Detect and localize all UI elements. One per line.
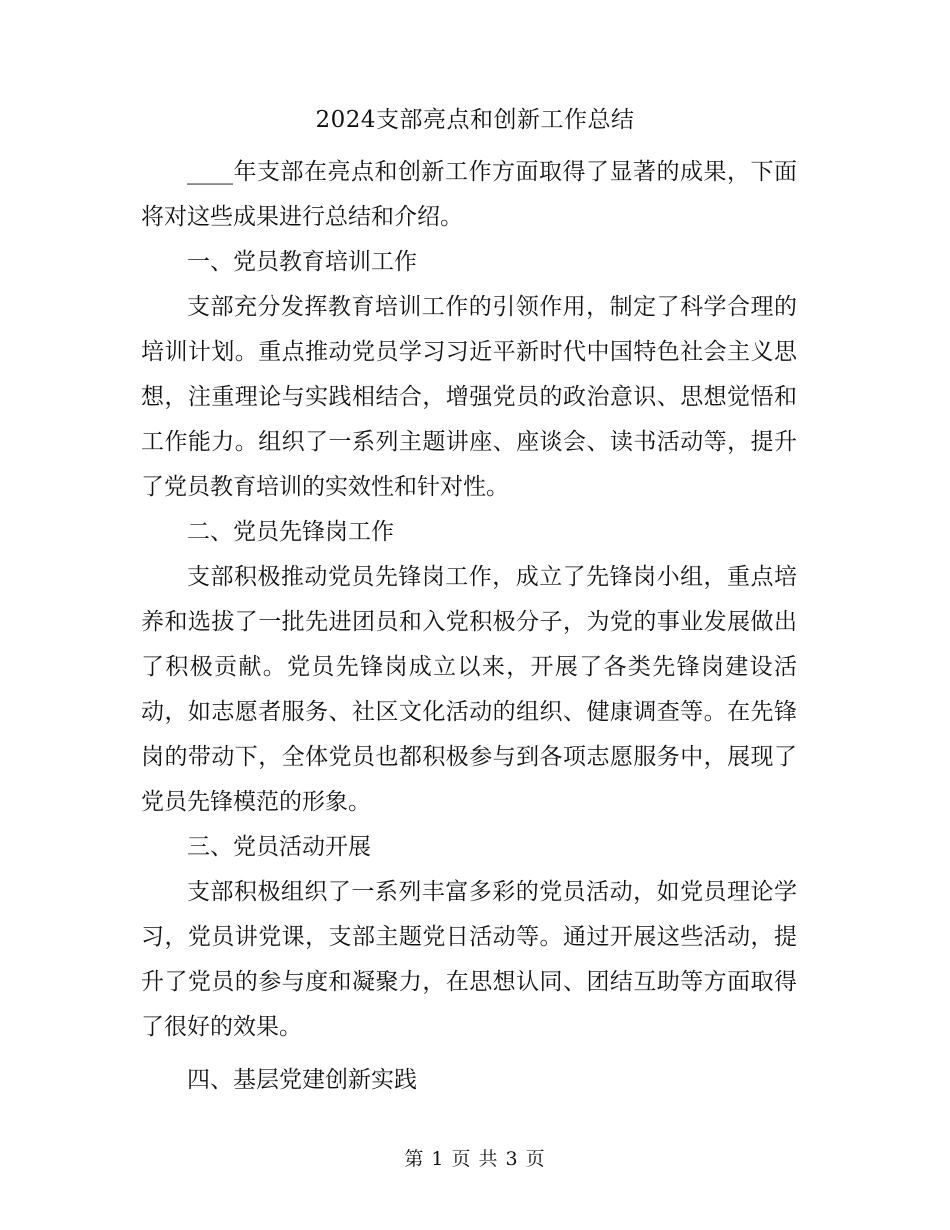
section-paragraph-2: 支部积极推动党员先锋岗工作，成立了先锋岗小组，重点培养和选拔了一批先进团员和入党积极分子，为党的事业发展做出了积极贡献。党员先锋岗成立以来，开展了各类先锋岗建设活动，如志愿者服务、社区文化活动的组织、健康调查等。在先锋岗的带动下，全体党员也都积极参与到各项志愿服务中，展现了党员先锋模范的形象。 bbox=[141, 564, 797, 815]
page-footer: 第 1 页 共 3 页 bbox=[404, 1148, 546, 1170]
document-title: 2024支部亮点和创新工作总结 bbox=[315, 107, 635, 133]
section-heading-1: 一、党员教育培训工作 bbox=[187, 249, 417, 275]
section-heading-2: 二、党员先锋岗工作 bbox=[187, 519, 394, 545]
section-heading-3: 三、党员活动开展 bbox=[187, 834, 371, 860]
document-body bbox=[141, 150, 797, 1103]
section-paragraph-3: 支部积极组织了一系列丰富多彩的党员活动，如党员理论学习，党员讲党课，支部主题党日活动等。通过开展这些活动，提升了党员的参与度和凝聚力，在思想认同、团结互助等方面取得了很好的效果。 bbox=[141, 879, 797, 1040]
section-heading-4: 四、基层党建创新实践 bbox=[187, 1067, 417, 1093]
section-paragraph-1: 支部充分发挥教育培训工作的引领作用，制定了科学合理的培训计划。重点推动党员学习习近平新时代中国特色社会主义思想，注重理论与实践相结合，增强党员的政治意识、思想觉悟和工作能力。组织了一系列主题讲座、座谈会、读书活动等，提升了党员教育培训的实效性和针对性。 bbox=[141, 294, 797, 500]
intro-paragraph: ____年支部在亮点和创新工作方面取得了显著的成果，下面将对这些成果进行总结和介绍。 bbox=[141, 159, 797, 230]
